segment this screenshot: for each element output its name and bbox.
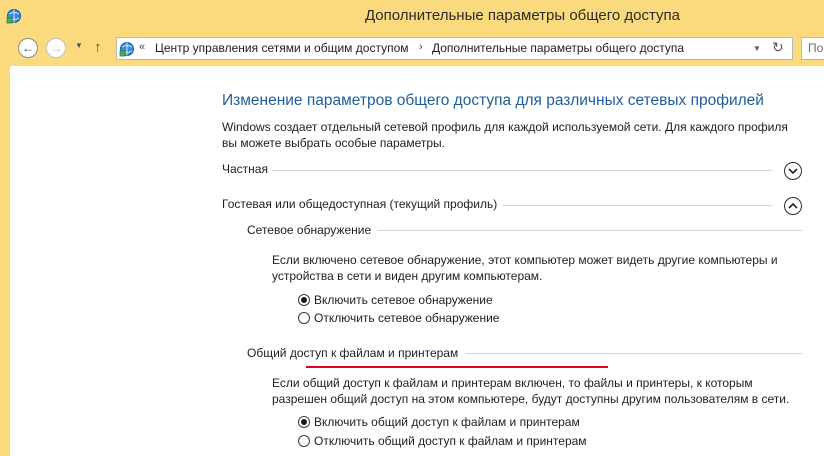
radio-button[interactable] — [298, 416, 310, 428]
file-sharing-text: Если общий доступ к файлам и принтерам включен, то файлы и принтеры, к которым разрешен общий доступ на этом компьютере, будут доступны другим пользователям в сети. — [272, 376, 790, 406]
title-bar — [0, 0, 824, 32]
file-sharing-title: Общий доступ к файлам и принтерам — [247, 346, 459, 360]
network-discovery-title: Сетевое обнаружение — [247, 223, 372, 237]
recent-locations-button[interactable] — [75, 41, 83, 50]
radio-label[interactable]: Включить общий доступ к файлам и принтерам — [314, 415, 580, 429]
forward-arrow-icon: → — [50, 41, 62, 55]
radio-enable-file-sharing[interactable] — [298, 414, 580, 430]
radio-button[interactable] — [298, 294, 310, 306]
radio-button[interactable] — [298, 312, 310, 324]
navigation-bar — [0, 32, 824, 66]
network-discovery-text: Если включено сетевое обнаружение, этот компьютер может видеть другие компьютеры и устройства в сети и виден другим компьютерам. — [272, 253, 778, 283]
radio-label[interactable]: Включить сетевое обнаружение — [314, 293, 493, 307]
chevron-down-icon: ▼ — [75, 41, 83, 50]
forward-button[interactable] — [46, 38, 66, 58]
network-icon — [119, 41, 135, 57]
network-discovery-divider — [378, 230, 802, 231]
expand-private-button[interactable] — [784, 162, 802, 180]
chevron-down-icon — [788, 167, 798, 175]
breadcrumb-separator-icon[interactable]: › — [419, 41, 423, 53]
back-button[interactable] — [18, 38, 38, 58]
radio-label[interactable]: Отключить сетевое обнаружение — [314, 311, 500, 325]
radio-label[interactable]: Отключить общий доступ к файлам и принтерам — [314, 434, 587, 448]
file-sharing-divider — [466, 353, 802, 354]
breadcrumb-item-advanced-sharing[interactable]: Дополнительные параметры общего доступа — [432, 41, 685, 55]
address-dropdown-icon[interactable]: ▼ — [753, 44, 761, 53]
radio-enable-discovery[interactable] — [298, 292, 493, 308]
up-button[interactable] — [94, 39, 102, 57]
radio-button[interactable] — [298, 435, 310, 447]
chevron-up-icon — [788, 202, 798, 210]
back-arrow-icon: ← — [22, 41, 34, 55]
collapse-public-button[interactable] — [784, 197, 802, 215]
window-title: Дополнительные параметры общего доступа — [364, 7, 681, 24]
up-arrow-icon: ↑ — [94, 39, 102, 56]
radio-disable-discovery[interactable] — [298, 310, 499, 326]
refresh-icon[interactable]: ↻ — [772, 39, 784, 55]
profile-public-divider — [502, 205, 772, 206]
highlight-underline — [306, 366, 608, 368]
profile-public-label[interactable]: Гостевая или общедоступная (текущий профиль) — [222, 197, 498, 211]
breadcrumb-overflow-icon[interactable]: « — [139, 41, 146, 53]
radio-disable-file-sharing[interactable] — [298, 433, 587, 449]
profile-private-divider — [272, 170, 772, 171]
address-bar[interactable] — [116, 37, 793, 60]
window-frame-edge — [0, 66, 10, 456]
search-input[interactable]: По — [801, 37, 824, 60]
page-description: Windows создает отдельный сетевой профиль для каждой используемой сети. Для каждого профиля вы можете выбрать особые параметры. — [222, 120, 788, 150]
profile-private-label[interactable]: Частная — [222, 162, 268, 176]
page-heading: Изменение параметров общего доступа для различных сетевых профилей — [222, 92, 764, 109]
content-pane — [0, 66, 824, 456]
breadcrumb-item-network-center[interactable]: Центр управления сетями и общим доступом — [155, 41, 409, 55]
